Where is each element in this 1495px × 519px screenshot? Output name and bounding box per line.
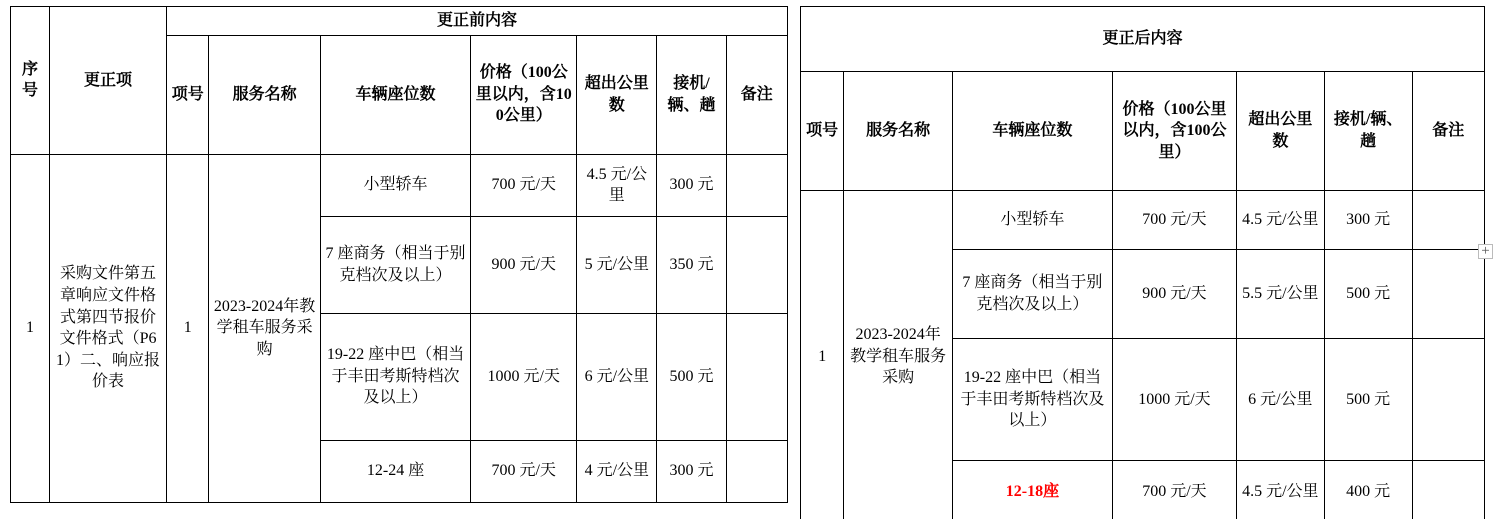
cell-pickup: 500 元 xyxy=(1324,250,1412,339)
header-correction-item: 更正项 xyxy=(50,7,167,155)
header-service-name: 服务名称 xyxy=(209,35,320,154)
cell-price: 700 元/天 xyxy=(471,440,577,502)
cell-seats: 7 座商务（相当于别克档次及以上） xyxy=(952,250,1112,339)
cell-pickup: 300 元 xyxy=(657,154,726,216)
cell-correction-item: 采购文件第五章响应文件格式第四节报价文件格式（P61）二、响应报价表 xyxy=(50,154,167,502)
cell-seats: 19-22 座中巴（相当于丰田考斯特档次及以上） xyxy=(320,313,470,440)
table-row xyxy=(11,154,788,216)
header-remark: 备注 xyxy=(1412,72,1484,191)
header-extra-km: 超出公里数 xyxy=(1236,72,1324,191)
cell-seq: 1 xyxy=(11,154,50,502)
cell-remark xyxy=(1412,461,1484,519)
cell-price: 1000 元/天 xyxy=(1112,339,1236,461)
cell-extra-km: 4.5 元/公里 xyxy=(1236,461,1324,519)
cell-remark xyxy=(726,313,787,440)
cell-remark xyxy=(1412,339,1484,461)
cell-extra-km: 4.5 元/公里 xyxy=(577,154,657,216)
table-subheader-row xyxy=(801,72,1485,191)
header-item-no: 项号 xyxy=(167,35,209,154)
table-header-row xyxy=(11,7,788,36)
cell-seats: 7 座商务（相当于别克档次及以上） xyxy=(320,216,470,313)
cell-item-no: 1 xyxy=(167,154,209,502)
cell-pickup: 400 元 xyxy=(1324,461,1412,519)
cell-extra-km: 5 元/公里 xyxy=(577,216,657,313)
cell-pickup: 350 元 xyxy=(657,216,726,313)
cell-service-name: 2023-2024年教学租车服务采购 xyxy=(844,191,952,519)
cell-seats-highlighted: 12-18座 xyxy=(952,461,1112,519)
header-price: 价格（100公里以内，含100公里） xyxy=(1112,72,1236,191)
header-after-content: 更正后内容 xyxy=(801,7,1485,72)
cell-price: 700 元/天 xyxy=(471,154,577,216)
cell-extra-km: 4 元/公里 xyxy=(577,440,657,502)
header-item-no: 项号 xyxy=(801,72,844,191)
header-seats: 车辆座位数 xyxy=(952,72,1112,191)
cell-remark xyxy=(726,216,787,313)
cell-pickup: 500 元 xyxy=(657,313,726,440)
cell-remark xyxy=(1412,191,1484,250)
cell-seats: 12-24 座 xyxy=(320,440,470,502)
cell-extra-km: 5.5 元/公里 xyxy=(1236,250,1324,339)
cell-remark xyxy=(726,154,787,216)
plus-marker-icon: + xyxy=(1478,244,1493,259)
header-service-name: 服务名称 xyxy=(844,72,952,191)
cell-price: 700 元/天 xyxy=(1112,461,1236,519)
cell-extra-km: 4.5 元/公里 xyxy=(1236,191,1324,250)
cell-pickup: 300 元 xyxy=(657,440,726,502)
after-correction-table xyxy=(800,6,1485,519)
cell-pickup: 300 元 xyxy=(1324,191,1412,250)
cell-seats: 小型轿车 xyxy=(320,154,470,216)
header-price: 价格（100公里以内，含100公里） xyxy=(471,35,577,154)
cell-price: 900 元/天 xyxy=(1112,250,1236,339)
header-seats: 车辆座位数 xyxy=(320,35,470,154)
header-pickup: 接机/辆、趟 xyxy=(657,35,726,154)
table-header-row xyxy=(801,7,1485,72)
cell-seats: 19-22 座中巴（相当于丰田考斯特档次及以上） xyxy=(952,339,1112,461)
header-pickup: 接机/辆、趟 xyxy=(1324,72,1412,191)
cell-price: 700 元/天 xyxy=(1112,191,1236,250)
cell-price: 1000 元/天 xyxy=(471,313,577,440)
cell-extra-km: 6 元/公里 xyxy=(1236,339,1324,461)
cell-seats: 小型轿车 xyxy=(952,191,1112,250)
header-remark: 备注 xyxy=(726,35,787,154)
cell-remark xyxy=(1412,250,1484,339)
cell-pickup: 500 元 xyxy=(1324,339,1412,461)
before-correction-table xyxy=(10,6,788,503)
cell-price: 900 元/天 xyxy=(471,216,577,313)
header-extra-km: 超出公里数 xyxy=(577,35,657,154)
cell-item-no: 1 xyxy=(801,191,844,519)
cell-service-name: 2023-2024年教学租车服务采购 xyxy=(209,154,320,502)
table-row xyxy=(801,191,1485,250)
header-seq: 序号 xyxy=(11,7,50,155)
header-before-content: 更正前内容 xyxy=(167,7,788,36)
cell-remark xyxy=(726,440,787,502)
cell-extra-km: 6 元/公里 xyxy=(577,313,657,440)
